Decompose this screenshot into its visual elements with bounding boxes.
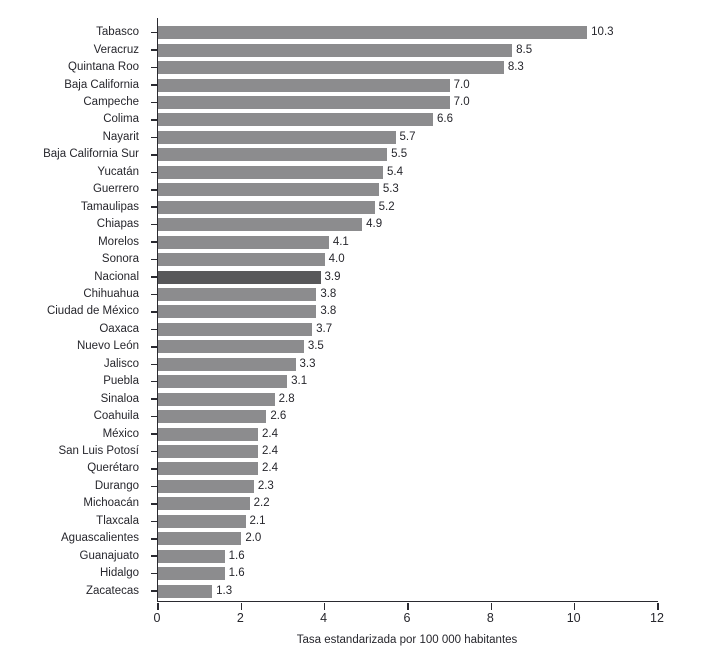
category-label: Zacatecas <box>85 584 139 597</box>
category-label: Baja California Sur <box>43 148 139 161</box>
category-label: Veracruz <box>93 43 139 56</box>
bar <box>158 218 362 231</box>
category-tick <box>151 329 158 331</box>
bar <box>158 550 225 563</box>
category-label: Quintana Roo <box>68 61 139 74</box>
category-tick <box>151 486 158 488</box>
bar-value-label: 1.6 <box>228 549 245 562</box>
x-axis-tick-label: 2 <box>236 611 244 625</box>
x-axis-tick <box>157 603 159 610</box>
bar <box>158 410 266 423</box>
x-axis-tick-label: 6 <box>403 611 411 625</box>
category-tick <box>151 276 158 278</box>
category-label: Nayarit <box>102 130 139 143</box>
bar-value-label: 5.7 <box>399 130 416 143</box>
category-tick <box>151 381 158 383</box>
x-axis-tick <box>491 603 493 610</box>
bar <box>158 44 512 57</box>
bar-value-label: 4.0 <box>328 253 345 266</box>
bar-value-label: 5.5 <box>391 148 408 161</box>
x-axis-tick <box>324 603 326 610</box>
category-label: Querétaro <box>87 462 139 475</box>
bar <box>158 393 275 406</box>
category-label: Tamaulipas <box>80 200 139 213</box>
bar <box>158 96 450 109</box>
category-tick <box>151 468 158 470</box>
bar-value-label: 7.0 <box>453 96 470 108</box>
category-tick <box>151 364 158 366</box>
category-label: Nuevo León <box>76 340 139 353</box>
bar <box>158 515 246 528</box>
x-axis-tick-label: 0 <box>153 611 161 625</box>
category-label: Campeche <box>83 96 139 108</box>
category-tick <box>151 154 158 156</box>
category-tick <box>151 416 158 418</box>
bar-value-label: 6.6 <box>437 113 453 126</box>
bar-value-label: 7.0 <box>453 78 470 91</box>
bar-value-label: 2.8 <box>278 392 295 405</box>
category-label: Coahuila <box>93 410 139 423</box>
category-label: Yucatán <box>97 165 139 178</box>
category-tick <box>151 398 158 400</box>
bar-value-label: 4.9 <box>366 218 383 231</box>
x-axis-tick <box>657 603 659 610</box>
bar <box>158 585 212 598</box>
bar-value-label: 2.4 <box>262 445 278 457</box>
bar <box>158 462 258 475</box>
bar <box>158 26 587 39</box>
bar <box>158 253 325 266</box>
bar-value-label: 3.8 <box>320 305 337 318</box>
category-label: Chihuahua <box>83 287 139 300</box>
category-tick <box>151 224 158 226</box>
bar-value-label: 1.3 <box>216 584 233 597</box>
bar <box>158 288 316 301</box>
bar <box>158 480 254 493</box>
category-label: Sonora <box>101 253 139 266</box>
category-tick <box>151 119 158 121</box>
category-label: Aguascalientes <box>61 532 139 545</box>
category-tick <box>151 206 158 208</box>
category-tick <box>151 32 158 34</box>
bar <box>158 166 383 179</box>
category-tick <box>151 49 158 51</box>
category-tick <box>151 189 158 191</box>
category-tick <box>151 259 158 261</box>
category-label: Nacional <box>94 270 139 283</box>
category-label: Morelos <box>98 235 139 248</box>
bar-value-label: 1.6 <box>228 567 245 580</box>
bar <box>158 305 316 318</box>
x-axis-tick-label: 8 <box>486 611 494 625</box>
category-tick <box>151 503 158 505</box>
category-tick <box>151 241 158 243</box>
x-axis-title: Tasa estandarizada por 100 000 habitantes <box>296 634 518 646</box>
category-tick <box>151 433 158 435</box>
category-label: San Luis Potosí <box>58 445 139 457</box>
bar <box>158 79 450 92</box>
category-tick <box>151 102 158 104</box>
bar-value-label: 3.5 <box>307 340 324 353</box>
category-tick <box>151 451 158 453</box>
category-label: Hidalgo <box>100 567 139 580</box>
bar <box>158 358 296 371</box>
bar-value-label: 3.7 <box>316 322 333 335</box>
bar-value-label: 4.1 <box>332 235 349 248</box>
bar <box>158 113 433 126</box>
bar-value-label: 2.4 <box>262 427 278 440</box>
bar <box>158 567 225 580</box>
bar <box>158 183 379 196</box>
bar <box>158 201 375 214</box>
bar-value-label: 2.3 <box>257 479 274 492</box>
bar <box>158 131 396 144</box>
category-tick <box>151 521 158 523</box>
x-axis-tick-label: 10 <box>566 611 581 625</box>
bar-value-label: 2.0 <box>245 532 262 545</box>
category-label: Tabasco <box>96 26 139 39</box>
bar-value-label: 8.3 <box>507 61 524 74</box>
bar-value-label: 2.6 <box>270 410 287 423</box>
bar-value-label: 2.2 <box>253 497 270 510</box>
category-tick <box>151 555 158 557</box>
category-label: Colima <box>103 113 139 126</box>
x-axis-tick <box>574 603 576 610</box>
category-label: Sinaloa <box>100 392 139 405</box>
bar <box>158 445 258 458</box>
category-label: Michoacán <box>83 497 139 510</box>
category-tick <box>151 573 158 575</box>
bar <box>158 61 504 74</box>
bar <box>158 497 250 510</box>
bar-value-label: 8.5 <box>516 43 533 56</box>
category-label: Guanajuato <box>79 549 139 562</box>
category-label: Chiapas <box>96 218 139 231</box>
bar <box>158 375 287 388</box>
bar <box>158 236 329 249</box>
category-label: Baja California <box>64 78 139 91</box>
x-axis-tick-label: 12 <box>650 611 664 625</box>
category-label: Jalisco <box>103 357 139 370</box>
x-axis-tick <box>241 603 243 610</box>
category-tick <box>151 590 158 592</box>
category-label: Guerrero <box>92 183 139 196</box>
category-label: Tlaxcala <box>96 514 139 527</box>
bar <box>158 323 312 336</box>
bar <box>158 428 258 441</box>
category-label: Durango <box>94 479 139 492</box>
category-tick <box>151 67 158 69</box>
category-label: Ciudad de México <box>46 305 139 318</box>
category-tick <box>151 311 158 313</box>
bar-value-label: 2.4 <box>262 462 278 475</box>
bar-value-label: 3.9 <box>324 270 341 283</box>
category-tick <box>151 137 158 139</box>
plot-area <box>157 18 658 602</box>
category-label: Oaxaca <box>99 322 139 335</box>
category-tick <box>151 172 158 174</box>
x-axis-tick <box>407 603 409 610</box>
bar-value-label: 3.1 <box>291 375 308 388</box>
bar <box>158 148 387 161</box>
category-tick <box>151 538 158 540</box>
bar <box>158 340 304 353</box>
category-tick <box>151 346 158 348</box>
category-label: Puebla <box>103 375 139 388</box>
bar-value-label: 5.3 <box>382 183 399 196</box>
category-axis <box>0 18 148 601</box>
bar-value-label: 5.4 <box>387 165 403 178</box>
bar-value-label: 3.8 <box>320 287 337 300</box>
category-tick <box>151 294 158 296</box>
bar <box>158 532 241 545</box>
bar-value-label: 10.3 <box>591 26 614 39</box>
category-label: México <box>102 427 139 440</box>
category-tick <box>151 84 158 86</box>
bar-value-label: 2.1 <box>249 514 266 527</box>
bar-value-label: 5.2 <box>378 200 395 213</box>
bar-value-label: 3.3 <box>299 357 316 370</box>
x-axis-tick-label: 4 <box>320 611 328 625</box>
bar-nacional-highlight <box>158 271 321 284</box>
